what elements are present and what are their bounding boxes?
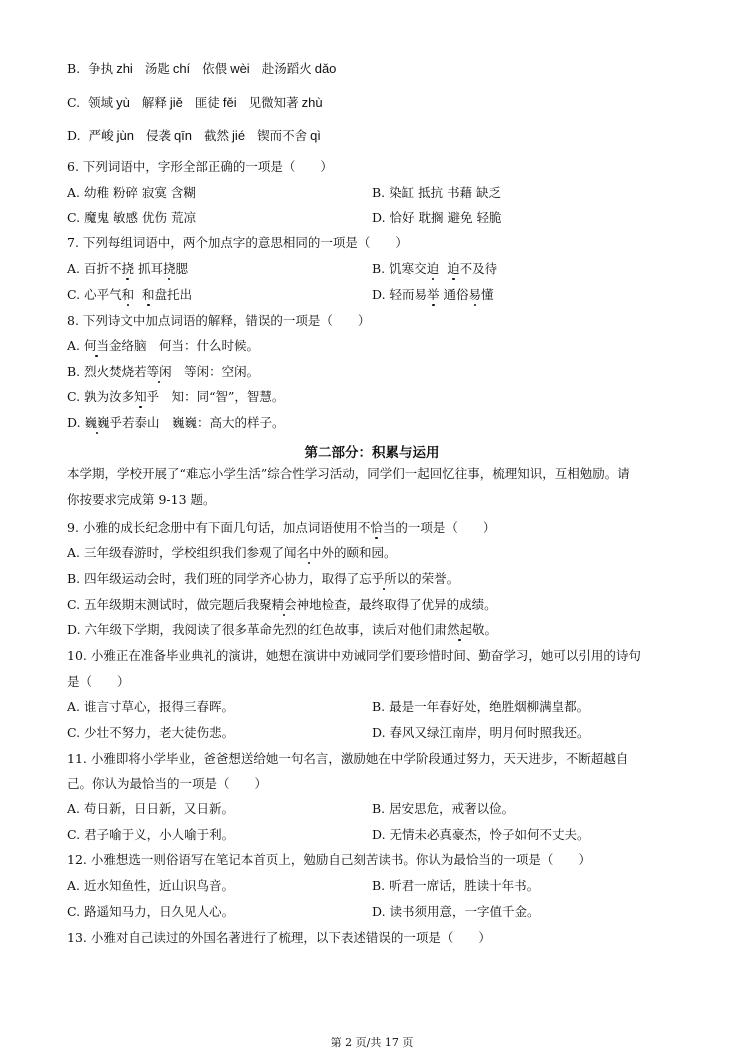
text: 腮 bbox=[175, 261, 189, 276]
word: 匪徒 bbox=[194, 95, 220, 110]
dotted-word: 巍巍 bbox=[84, 415, 110, 430]
q7-stem: 7. 下列每组词语中，两个加点字的意思相同的一项是（ ） bbox=[67, 235, 408, 250]
text: 乎 知：同“智”，智慧。 bbox=[146, 389, 285, 404]
text: 的颐和园。 bbox=[334, 545, 397, 560]
q8-option-c bbox=[67, 389, 284, 405]
q6-option-a: A. 幼稚 粉碎 寂寞 含糊 bbox=[67, 185, 196, 200]
intro-line-1: 本学期，学校开展了“难忘小学生活”综合性学习活动，同学们一起回忆往事，梳理知识，互相勉励。请 bbox=[67, 466, 630, 481]
q12-option-a: A. 近水知鱼性，近山识鸟音。 bbox=[67, 878, 234, 893]
pinyin: fěi bbox=[222, 95, 237, 110]
dotted-word: 知 bbox=[134, 389, 147, 404]
text: 的一项是（ ） bbox=[395, 520, 496, 535]
text: 盘托出 bbox=[154, 287, 193, 302]
q5-option-c bbox=[67, 95, 335, 111]
q11-stem-line-1: 11. 小雅即将小学毕业，爸爸想送给她一句名言，激励她在中学阶段通过努力，天天进步，不断超越自 bbox=[67, 751, 629, 766]
text: B. 烈火焚烧若 bbox=[67, 364, 147, 379]
dotted-char: 和 bbox=[121, 287, 135, 302]
q6-option-b: B. 染缸 抵抗 书藉 缺乏 bbox=[372, 185, 502, 200]
text: 不及待 bbox=[459, 261, 498, 276]
q8-option-a bbox=[67, 338, 259, 354]
dotted-char: 易 bbox=[468, 287, 482, 302]
text: 抓耳 bbox=[134, 261, 163, 276]
dotted-word: 何当 bbox=[83, 338, 109, 353]
q5-option-d bbox=[67, 128, 333, 144]
text: 通俗 bbox=[439, 287, 469, 302]
pinyin: chí bbox=[172, 61, 191, 76]
pinyin: zhi bbox=[116, 61, 133, 76]
dotted-word: 忘乎所以 bbox=[359, 571, 410, 586]
pinyin: dǎo bbox=[314, 61, 337, 76]
q12-option-b: B. 听君一席话，胜读十年书。 bbox=[372, 878, 540, 893]
text: C. 五年级期末测试时，做完题后我 bbox=[67, 597, 260, 612]
word: 侵袭 bbox=[145, 128, 171, 143]
pinyin: zhù bbox=[301, 95, 323, 110]
text: C. 孰为汝多 bbox=[67, 389, 135, 404]
q11-option-a: A. 苟日新，日日新，又日新。 bbox=[67, 801, 234, 816]
text: 地检查，最终取得了优异的成绩。 bbox=[309, 597, 497, 612]
pinyin: jié bbox=[232, 128, 246, 143]
q13-stem: 13. 小雅对自己读过的外国名著进行了梳理，以下表述错误的一项是（ ） bbox=[67, 930, 491, 945]
q6-stem: 6. 下列词语中，字形全部正确的一项是（ ） bbox=[67, 159, 333, 174]
word: 领域 bbox=[88, 95, 114, 110]
q8-stem: 8. 下列诗文中加点词语的解释，错误的一项是（ ） bbox=[67, 313, 371, 328]
q10-option-b: B. 最是一年春好处，绝胜烟柳满皇都。 bbox=[372, 699, 590, 714]
text: A. 百折不 bbox=[67, 261, 122, 276]
text: 等闲：空闲。 bbox=[171, 364, 260, 379]
q10-option-d: D. 春风又绿江南岸，明月何时照我还。 bbox=[372, 725, 590, 740]
word: 汤匙 bbox=[144, 61, 170, 76]
q7-option-d bbox=[372, 287, 494, 303]
word: 争执 bbox=[88, 61, 114, 76]
q5-option-b bbox=[67, 61, 348, 77]
q12-stem: 12. 小雅想选一则俗语写在笔记本首页上，勉励自己刻苦读书。你认为最恰当的一项是（ ） bbox=[67, 852, 591, 867]
q6-option-d: D. 恰好 耽搁 避免 轻脆 bbox=[372, 210, 502, 225]
option-prefix: C. bbox=[67, 95, 81, 110]
q9-option-a bbox=[67, 545, 397, 561]
q10-option-c: C. 少壮不努力，老大徒伤悲。 bbox=[67, 725, 235, 740]
pinyin: wèi bbox=[230, 61, 250, 76]
dotted-word: 不恰当 bbox=[357, 520, 396, 535]
text: 金络脑 何当：什么时候。 bbox=[109, 338, 260, 353]
text: C. 心平气 bbox=[67, 287, 122, 302]
q11-option-d: D. 无情未必真豪杰，怜子如何不丈夫。 bbox=[372, 827, 590, 842]
text: B. 饥寒交 bbox=[372, 261, 427, 276]
text: 的荣誉。 bbox=[409, 571, 460, 586]
text: D. bbox=[67, 415, 85, 430]
q9-option-d bbox=[67, 622, 497, 638]
q9-option-b bbox=[67, 571, 459, 587]
word: 赴汤蹈火 bbox=[261, 61, 312, 76]
q7-option-c bbox=[67, 287, 192, 303]
text: 乎若泰山 巍巍：高大的样子。 bbox=[109, 415, 285, 430]
word: 严峻 bbox=[88, 128, 114, 143]
pinyin: qì bbox=[310, 128, 321, 143]
pinyin: jùn bbox=[116, 128, 134, 143]
q11-option-c: C. 君子喻于义，小人喻于利。 bbox=[67, 827, 235, 842]
text: A. bbox=[67, 338, 84, 353]
text: 。 bbox=[484, 622, 498, 637]
q7-option-b bbox=[372, 261, 497, 277]
text: 9. 小雅的成长纪念册中有下面几句话，加点词语使用 bbox=[67, 520, 358, 535]
pinyin: qīn bbox=[173, 128, 193, 143]
text: D. 轻而易 bbox=[372, 287, 428, 302]
section-title: 第二部分：积累与运用 bbox=[304, 445, 440, 461]
text: 懂 bbox=[481, 287, 494, 302]
dotted-word: 肃然起敬 bbox=[434, 622, 485, 637]
option-prefix: B. bbox=[67, 61, 81, 76]
dotted-char: 挠 bbox=[121, 261, 134, 276]
word: 解释 bbox=[141, 95, 167, 110]
q12-option-c: C. 路遥知马力，日久见人心。 bbox=[67, 904, 235, 919]
q8-option-b bbox=[67, 364, 259, 380]
dotted-char: 和 bbox=[142, 287, 155, 302]
text: A. 三年级春游时，学校组织我们参观了 bbox=[67, 545, 284, 560]
q11-option-b: B. 居安思危，戒奢以俭。 bbox=[372, 801, 515, 816]
option-prefix: D. bbox=[67, 128, 81, 143]
q7-option-a bbox=[67, 261, 188, 277]
word: 截然 bbox=[204, 128, 230, 143]
dotted-char: 挠 bbox=[162, 261, 176, 276]
q12-option-d: D. 读书须用意，一字值千金。 bbox=[372, 904, 540, 919]
q11-stem-line-2: 己。你认为最恰当的一项是（ ） bbox=[67, 776, 268, 791]
dotted-char: 迫 bbox=[447, 261, 460, 276]
dotted-word: 等闲 bbox=[146, 364, 172, 379]
text bbox=[134, 287, 142, 302]
q9-stem bbox=[67, 520, 495, 536]
dotted-char: 迫 bbox=[426, 261, 440, 276]
pinyin: jiě bbox=[169, 95, 183, 110]
dotted-word: 闻名中外 bbox=[283, 545, 334, 560]
text: D. 六年级下学期，我阅读了很多革命先烈的红色故事，读后对他们 bbox=[67, 622, 435, 637]
q10-stem-line-2: 是（ ） bbox=[67, 674, 130, 689]
q10-option-a: A. 谁言寸草心，报得三春晖。 bbox=[67, 699, 234, 714]
text bbox=[439, 261, 447, 276]
q8-option-d bbox=[67, 415, 285, 431]
text: B. 四年级运动会时，我们班的同学齐心协力，取得了 bbox=[67, 571, 360, 586]
dotted-word: 聚精会神 bbox=[259, 597, 310, 612]
intro-line-2: 你按要求完成第 9-13 题。 bbox=[67, 492, 216, 507]
pinyin: yù bbox=[116, 95, 130, 110]
word: 锲而不舍 bbox=[257, 128, 308, 143]
q6-option-c: C. 魔鬼 敏感 优伤 荒凉 bbox=[67, 210, 196, 225]
dotted-char: 举 bbox=[427, 287, 440, 302]
q10-stem-line-1: 10. 小雅正在准备毕业典礼的演讲，她想在演讲中劝诫同学们要珍惜时间、勤奋学习，她可以引用的诗句 bbox=[67, 648, 641, 663]
page-number: 第 2 页/共 17 页 bbox=[330, 1036, 414, 1049]
word: 见微知著 bbox=[248, 95, 299, 110]
q9-option-c bbox=[67, 597, 497, 613]
word: 依偎 bbox=[202, 61, 228, 76]
